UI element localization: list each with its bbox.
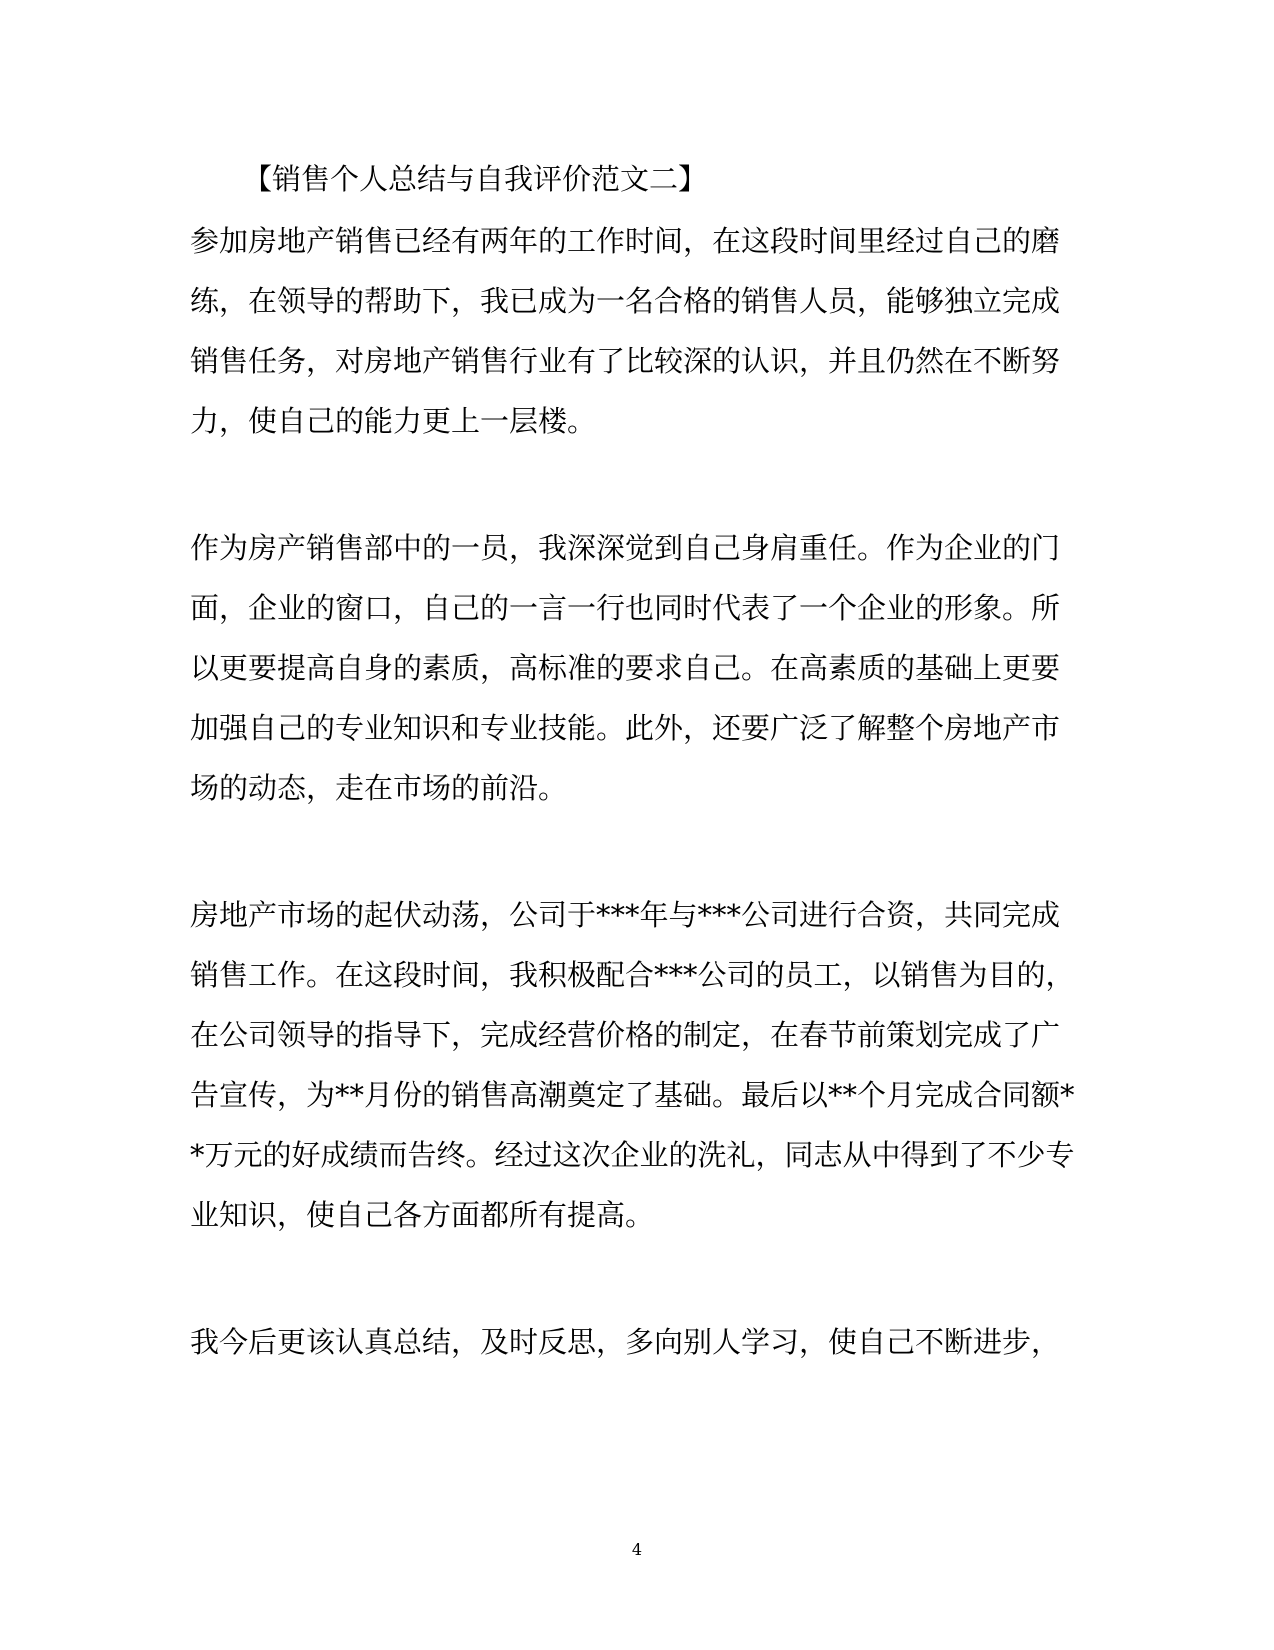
paragraph-line: 力，使自己的能力更上一层楼。 (190, 404, 597, 438)
paragraph-line: 业知识，使自己各方面都所有提高。 (190, 1198, 655, 1232)
paragraph-line: 告宣传，为**月份的销售高潮奠定了基础。最后以**个月完成合同额* (190, 1078, 1075, 1112)
paragraph-line: 练，在领导的帮助下，我已成为一名合格的销售人员，能够独立完成 (190, 284, 1061, 318)
paragraph-line: 在公司领导的指导下，完成经营价格的制定，在春节前策划完成了广 (190, 1018, 1061, 1052)
document-heading: 【销售个人总结与自我评价范文二】 (243, 162, 708, 196)
paragraph-line: 面，企业的窗口，自己的一言一行也同时代表了一个企业的形象。所 (190, 591, 1061, 625)
paragraph-line: 加强自己的专业知识和专业技能。此外，还要广泛了解整个房地产市 (190, 711, 1061, 745)
paragraph-line: 作为房产销售部中的一员，我深深觉到自己身肩重任。作为企业的门 (190, 531, 1061, 565)
paragraph-line: 以更要提高自身的素质，高标准的要求自己。在高素质的基础上更要 (190, 651, 1061, 685)
paragraph-line: *万元的好成绩而告终。经过这次企业的洗礼，同志从中得到了不少专 (190, 1138, 1075, 1172)
paragraph-line: 销售工作。在这段时间，我积极配合***公司的员工，以销售为目的， (190, 958, 1075, 992)
paragraph-line: 参加房地产销售已经有两年的工作时间，在这段时间里经过自己的磨 (190, 224, 1061, 258)
paragraph-line: 房地产市场的起伏动荡，公司于***年与***公司进行合资，共同完成 (190, 898, 1061, 932)
page-number: 4 (631, 1540, 643, 1559)
paragraph-line: 我今后更该认真总结，及时反思，多向别人学习，使自己不断进步， (190, 1325, 1061, 1359)
paragraph-line: 场的动态，走在市场的前沿。 (190, 771, 568, 805)
paragraph-line: 销售任务，对房地产销售行业有了比较深的认识，并且仍然在不断努 (190, 344, 1061, 378)
